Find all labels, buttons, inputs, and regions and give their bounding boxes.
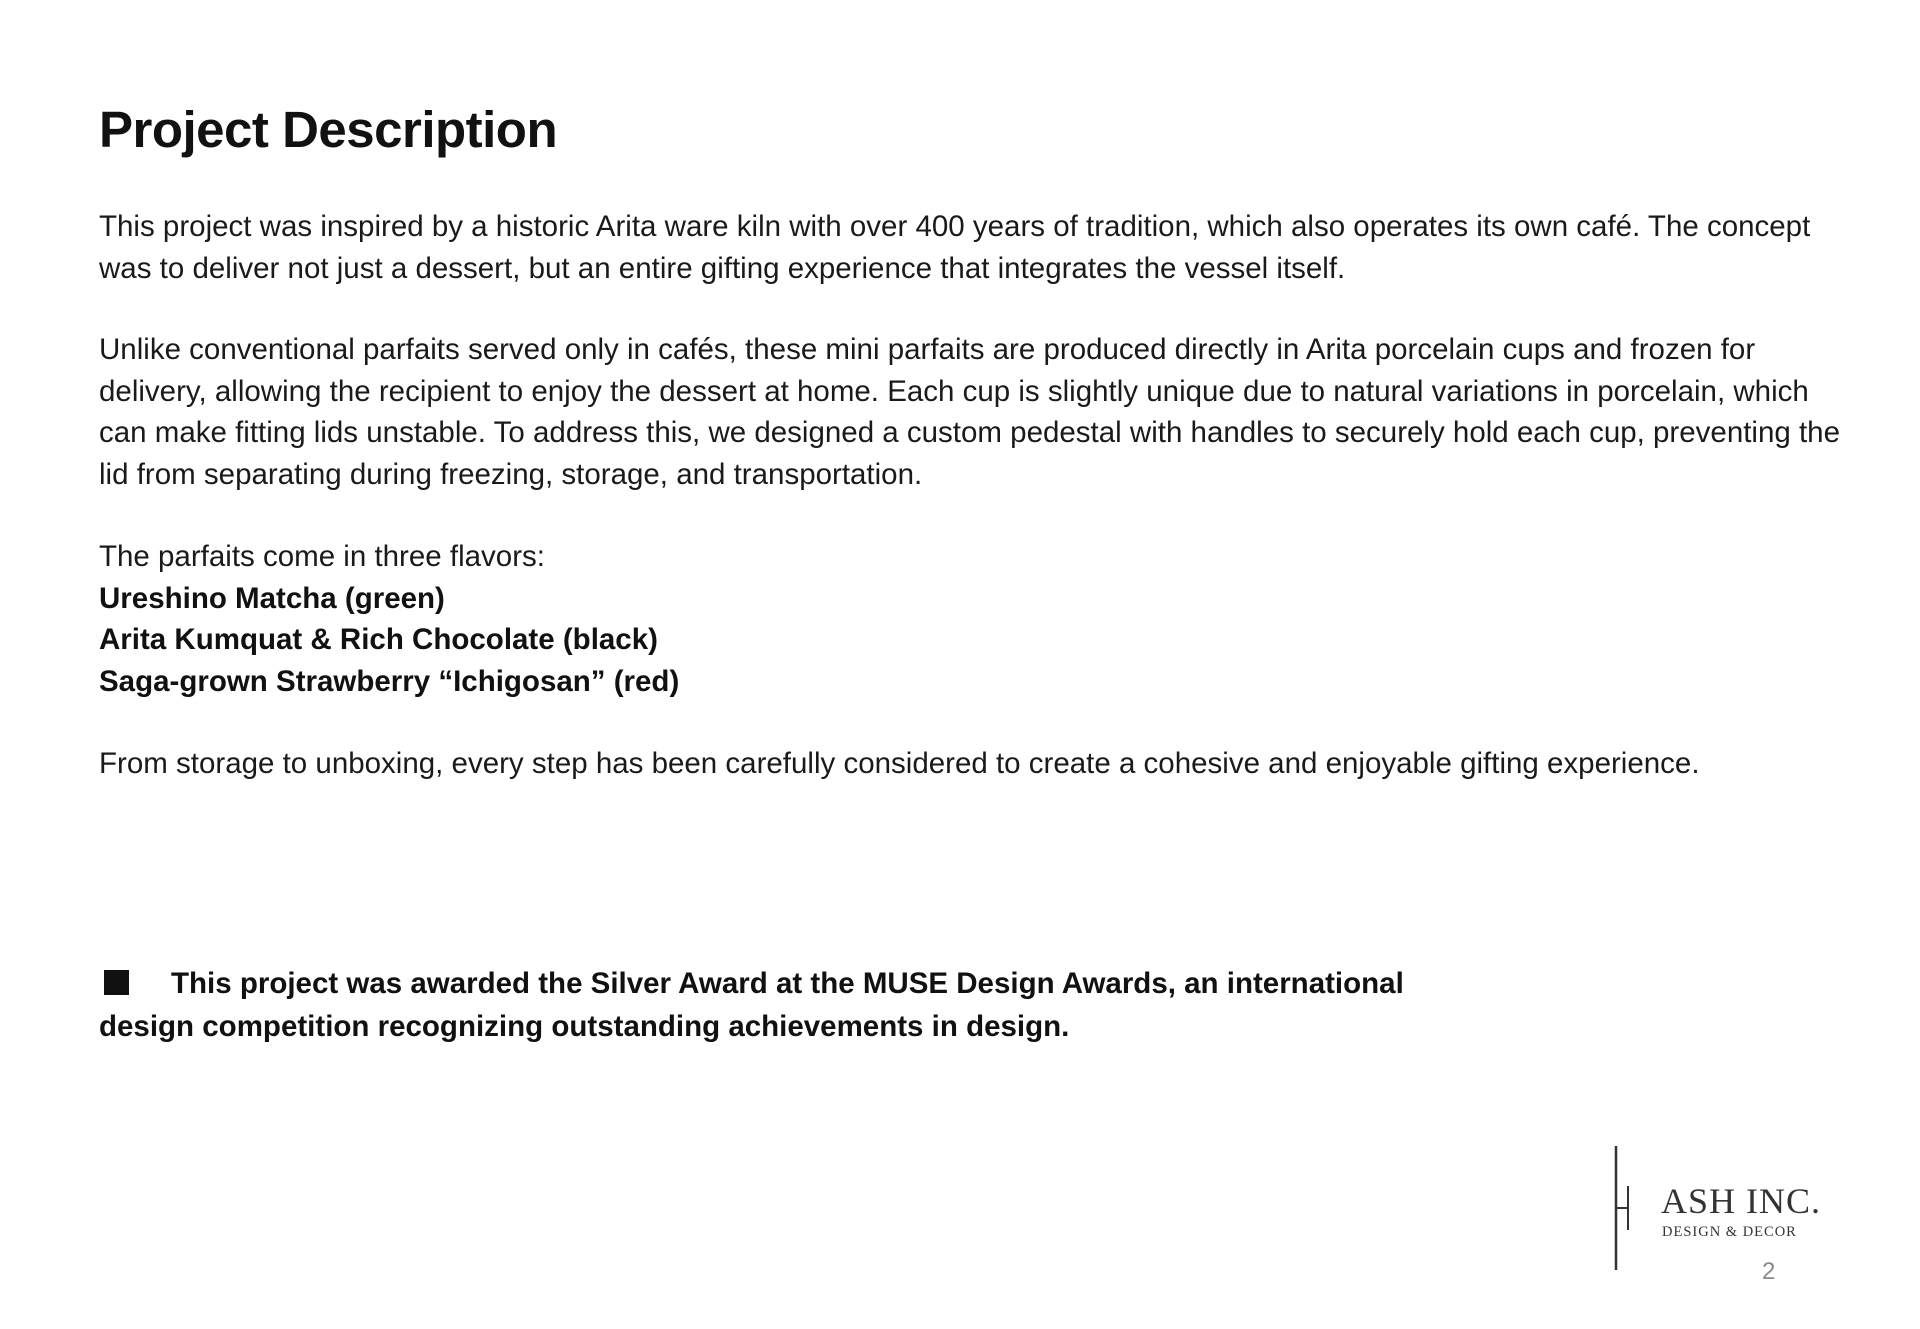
intro-paragraph: This project was inspired by a historic Arita ware kiln with over 400 years of tradition, which also operates its own café. The concept was to deliver not just a dessert, but an entire gifting experience that integrates the vessel itself. [99, 210, 1811, 285]
logo-mark-icon [1612, 1146, 1632, 1270]
logo-tagline: DESIGN & DECOR [1662, 1224, 1797, 1240]
square-bullet-icon [104, 970, 129, 995]
flavors-intro: The parfaits come in three flavors: [99, 540, 545, 573]
company-logo [1612, 1146, 1832, 1276]
document-body [99, 98, 1859, 785]
flavors-section [99, 536, 1859, 702]
page-title: Project Description [99, 101, 558, 158]
logo-name: ASH INC. [1661, 1181, 1822, 1221]
details-paragraph: Unlike conventional parfaits served only in cafés, these mini parfaits are produced directly in Arita porcelain cups and frozen for delivery, allowing the recipient to enjoy the dessert at home. Each cup is slightly unique due to natural variations in porcelain, which can make fitting lids unstable. To address this, we designed a custom pedestal with handles to securely hold each cup, preventing the lid from separating during freezing, storage, and transportation. [99, 333, 1840, 491]
flavor-item-kumquat: Arita Kumquat & Rich Chocolate (black) [99, 623, 658, 656]
flavor-item-matcha: Ureshino Matcha (green) [99, 581, 445, 615]
award-note [99, 962, 1499, 1048]
page-number: 2 [1762, 1258, 1776, 1285]
closing-paragraph: From storage to unboxing, every step has been carefully considered to create a cohesive and enjoyable gifting experience. [99, 747, 1700, 780]
award-text: This project was awarded the Silver Award at the MUSE Design Awards, an international design competition recognizing outstanding achievements in design. [99, 967, 1404, 1043]
flavor-item-strawberry: Saga-grown Strawberry “Ichigosan” (red) [99, 664, 680, 698]
